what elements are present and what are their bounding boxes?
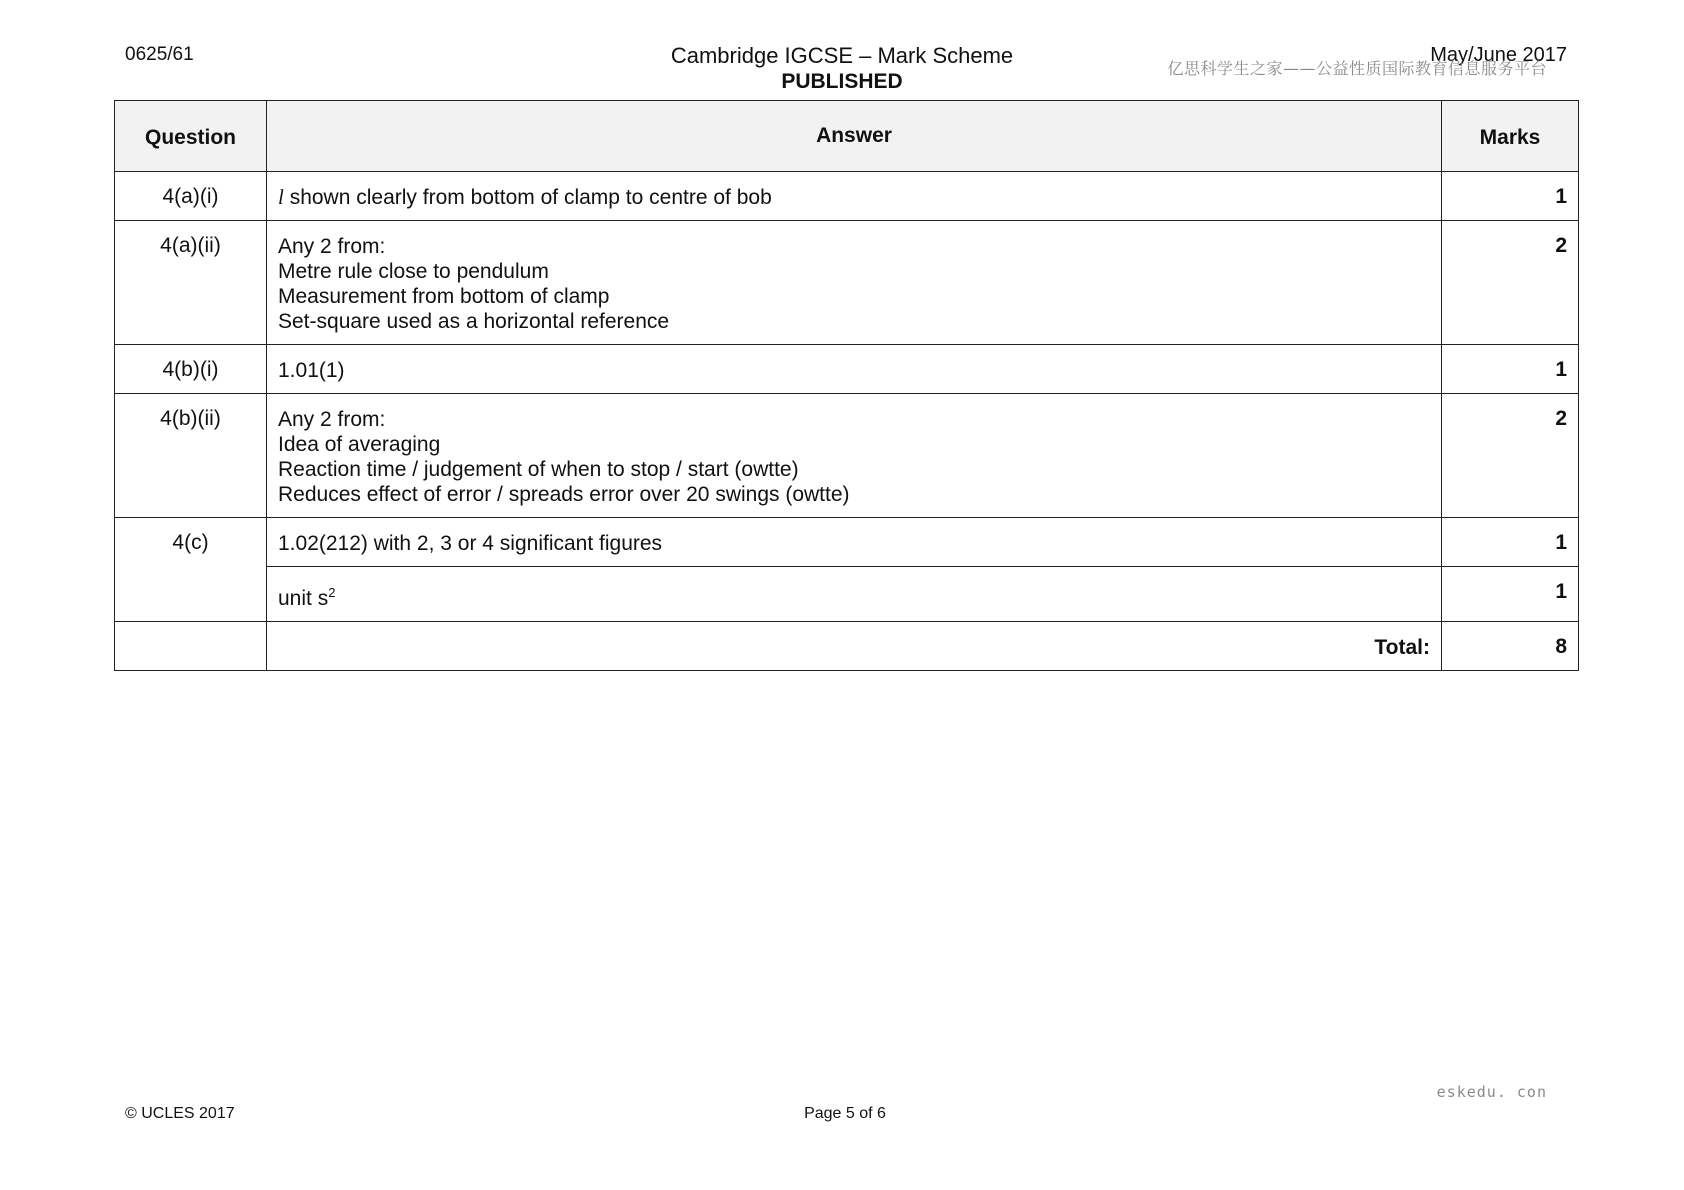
answer-header: Answer bbox=[267, 101, 1442, 172]
question-cell: 4(c) bbox=[115, 518, 267, 622]
answer-line: Reaction time / judgement of when to stop / start (owtte) bbox=[278, 458, 799, 481]
total-marks: 8 bbox=[1442, 622, 1579, 671]
answer-cell bbox=[267, 394, 1442, 518]
answer-cell: 1.01(1) bbox=[267, 345, 1442, 394]
site-watermark: eskedu. con bbox=[1436, 1083, 1547, 1101]
total-row bbox=[115, 622, 1579, 671]
title-text: Cambridge IGCSE – Mark Scheme bbox=[670, 43, 1014, 68]
answer-text: shown clearly from bottom of clamp to centre of bob bbox=[289, 186, 772, 209]
question-header: Question bbox=[115, 101, 267, 172]
question-cell: 4(b)(ii) bbox=[115, 394, 267, 518]
answer-line: Measurement from bottom of clamp bbox=[278, 285, 610, 308]
answer-line: Any 2 from: bbox=[278, 235, 386, 258]
answer-line: Reduces effect of error / spreads error over 20 swings (owtte) bbox=[278, 483, 850, 506]
mark-scheme-table bbox=[114, 100, 1579, 671]
table-row bbox=[115, 394, 1579, 518]
total-label: Total: bbox=[267, 622, 1442, 671]
question-cell bbox=[115, 622, 267, 671]
table-row bbox=[115, 221, 1579, 345]
marks-cell: 1 bbox=[1442, 345, 1579, 394]
question-cell: 4(a)(ii) bbox=[115, 221, 267, 345]
answer-line: Set-square used as a horizontal reference bbox=[278, 310, 670, 333]
watermark-text: 亿思科学生之家——公益性质国际教育信息服务平台 bbox=[1167, 59, 1547, 78]
exam-session: May/June 2017 bbox=[1430, 44, 1567, 66]
published-label: PUBLISHED bbox=[781, 70, 903, 93]
answer-cell: 1.02(212) with 2, 3 or 4 significant figures bbox=[267, 518, 1442, 567]
answer-line: Any 2 from: bbox=[278, 408, 386, 431]
length-symbol: l bbox=[278, 185, 284, 209]
page-number: Page 5 of 6 bbox=[804, 1105, 886, 1122]
marks-cell: 1 bbox=[1442, 567, 1579, 622]
answer-cell bbox=[267, 567, 1442, 622]
answer-cell bbox=[267, 172, 1442, 221]
paper-code: 0625/61 bbox=[125, 44, 194, 65]
unit-superscript: 2 bbox=[328, 585, 336, 600]
question-cell: 4(a)(i) bbox=[115, 172, 267, 221]
table-row bbox=[115, 172, 1579, 221]
table-row bbox=[115, 345, 1579, 394]
table-header-row bbox=[115, 101, 1579, 172]
answer-line: Idea of averaging bbox=[278, 433, 441, 456]
marks-cell: 1 bbox=[1442, 518, 1579, 567]
copyright: © UCLES 2017 bbox=[125, 1105, 235, 1122]
table-row bbox=[115, 518, 1579, 567]
marks-header: Marks bbox=[1442, 101, 1579, 172]
answer-line: Metre rule close to pendulum bbox=[278, 260, 549, 283]
table-row bbox=[115, 567, 1579, 622]
answer-cell bbox=[267, 221, 1442, 345]
question-cell: 4(b)(i) bbox=[115, 345, 267, 394]
marks-cell: 2 bbox=[1442, 221, 1579, 345]
marks-cell: 2 bbox=[1442, 394, 1579, 518]
marks-cell: 1 bbox=[1442, 172, 1579, 221]
answer-text: unit s bbox=[278, 587, 329, 610]
